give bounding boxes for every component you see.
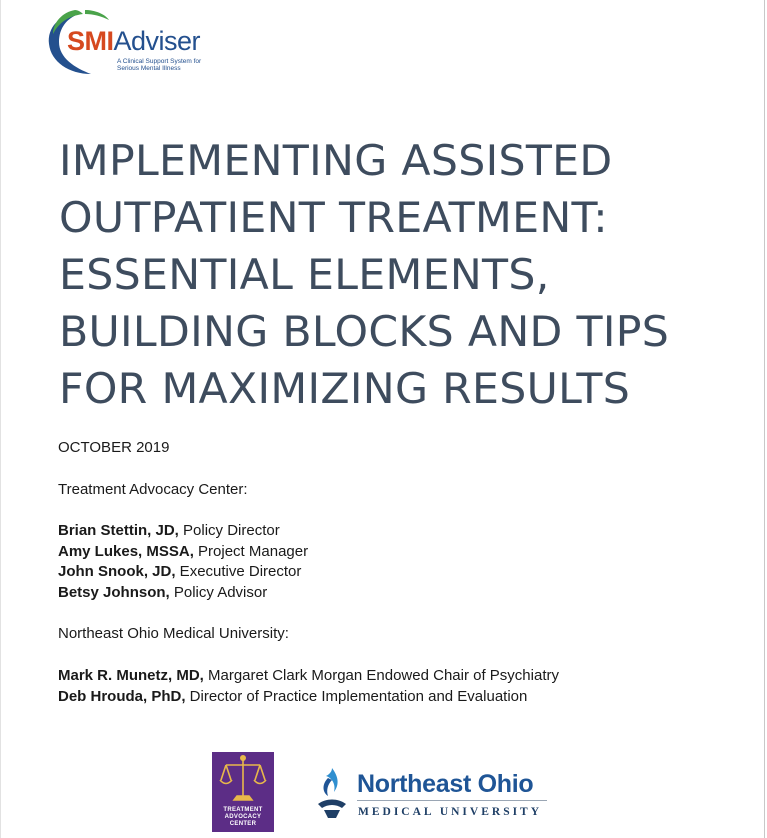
title-line: FOR MAXIMIZING RESULTS (59, 364, 631, 413)
author-list-neomed (58, 666, 559, 707)
author-name: Brian Stettin, JD, (58, 522, 179, 539)
adviser-text: Adviser (113, 26, 201, 56)
author-role: Policy Director (178, 522, 280, 539)
author-name: Deb Hrouda, PhD, (58, 687, 186, 705)
author-entry (58, 583, 308, 604)
scales-of-justice-icon (212, 752, 274, 808)
author-role: Project Manager (193, 542, 309, 560)
author-entry (58, 542, 308, 563)
author-entry (58, 687, 559, 708)
neomed-name: Northeast Ohio (357, 770, 534, 798)
author-name: Mark R. Munetz, MD, (58, 667, 204, 684)
document-title (59, 132, 759, 417)
neomed-subtitle: MEDICAL UNIVERSITY (358, 806, 543, 818)
neomed-divider (357, 800, 547, 801)
author-entry (58, 666, 559, 687)
author-name: Amy Lukes, MSSA, (58, 542, 194, 560)
author-name: John Snook, JD, (58, 563, 176, 580)
tac-line2: ADVOCACY (224, 814, 262, 820)
tac-line3: CENTER (229, 821, 257, 827)
author-entry (58, 562, 308, 583)
author-entry (58, 521, 308, 542)
smi-text: SMI (67, 26, 114, 56)
smi-tagline-line2: Serious Mental Illness (117, 65, 181, 72)
author-name: Betsy Johnson, (58, 583, 170, 601)
title-line: BUILDING BLOCKS AND TIPS (59, 307, 670, 356)
smi-tagline (117, 58, 201, 72)
author-role: Margaret Clark Morgan Endowed Chair of Psychiatry (203, 667, 559, 684)
author-role: Executive Director (175, 563, 302, 580)
title-line: OUTPATIENT TREATMENT: (59, 193, 608, 242)
smi-adviser-logo (45, 8, 235, 78)
treatment-advocacy-center-logo (212, 752, 274, 832)
lamp-flame-icon (312, 766, 352, 822)
author-role: Director of Practice Implementation and Evaluation (185, 687, 528, 705)
title-line: IMPLEMENTING ASSISTED (59, 136, 613, 185)
title-line: ESSENTIAL ELEMENTS, (59, 250, 550, 299)
neomed-logo (312, 766, 562, 826)
smi-adviser-wordmark (67, 28, 200, 55)
tac-logo-text (212, 807, 274, 828)
tac-line1: TREATMENT (223, 807, 263, 813)
author-list-tac (58, 521, 308, 603)
author-role: Policy Advisor (169, 583, 268, 601)
org-name-treatment-advocacy-center: Treatment Advocacy Center: (58, 481, 248, 498)
org-name-neomed: Northeast Ohio Medical University: (58, 625, 289, 642)
publication-date: OCTOBER 2019 (58, 439, 170, 456)
smi-tagline-line1: A Clinical Support System for (117, 58, 202, 65)
